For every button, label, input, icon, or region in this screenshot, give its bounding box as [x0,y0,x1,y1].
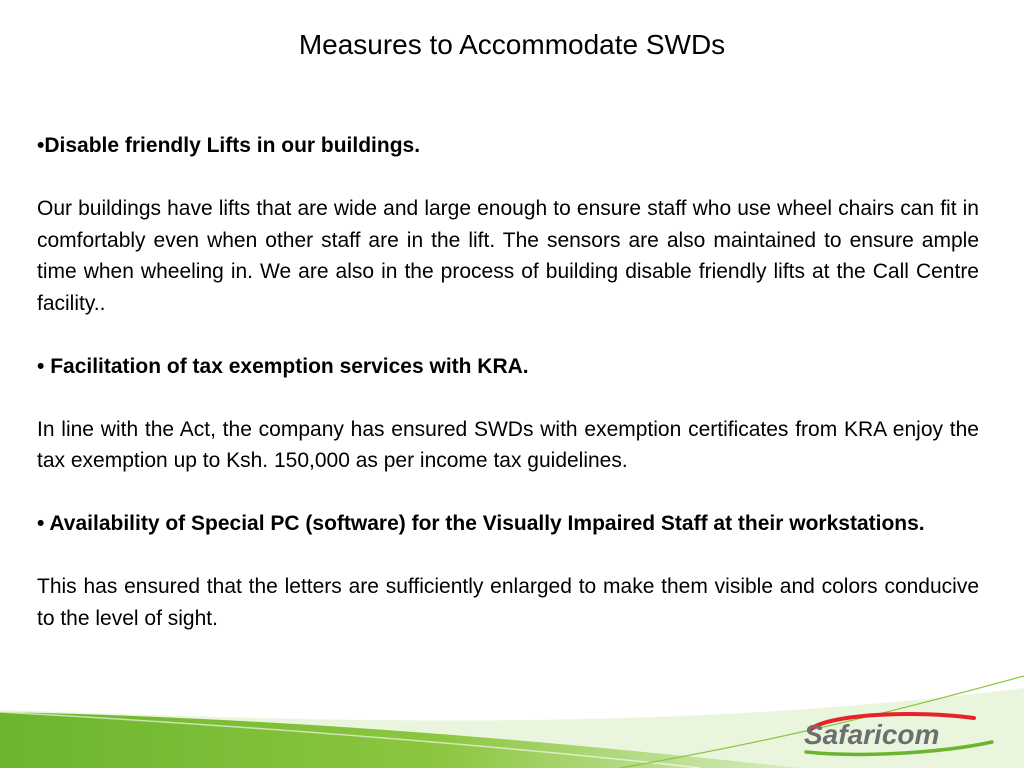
slide-content [37,130,979,634]
safaricom-logo [796,708,1006,758]
section-heading-tax: • Facilitation of tax exemption services with KRA. [37,354,529,378]
bullet: • [37,354,51,378]
logo-text: Safaricom [804,719,940,750]
section-heading-pc: • Availability of Special PC (software) for the Visually Impaired Staff at their workstations. [37,512,925,535]
bullet: • [37,512,50,535]
section-heading-lifts: •Disable friendly Lifts in our buildings. [37,134,421,157]
bullet: • [37,134,45,157]
section-body-pc: This has ensured that the letters are sufficiently enlarged to make them visible and colors conducive to the level of sight. [37,575,979,630]
section-body-tax: In line with the Act, the company has ensured SWDs with exemption certificates from KRA enjoy the tax exemption up to Ksh. 150,000 as per income tax guidelines. [37,417,979,472]
section-body-lifts: Our buildings have lifts that are wide and large enough to ensure staff who use wheel chairs can fit in comfortably even when other staff are in the lift. The sensors are also maintained to ensure ample time when wheeling in. We are also in the process of building disable friendly lifts at the Call Centre facility.. [37,197,979,315]
slide-title: Measures to Accommodate SWDs [298,29,726,60]
